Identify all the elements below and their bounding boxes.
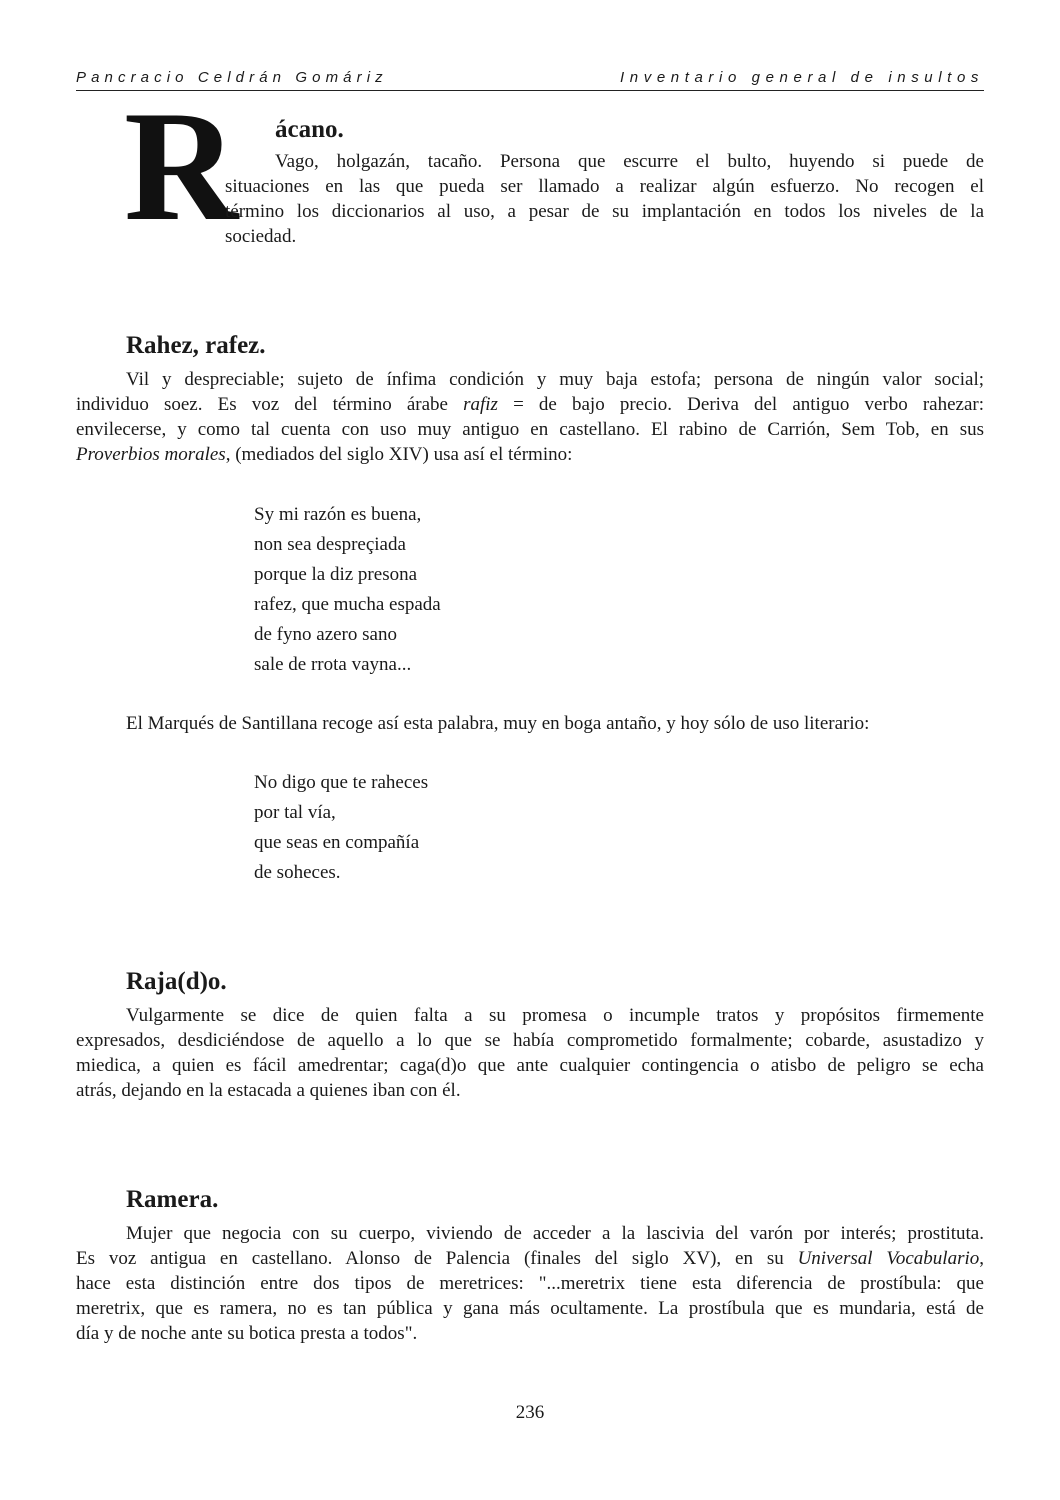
entry-title-racano: ácano. — [275, 116, 344, 143]
verse-line: No digo que te raheces — [254, 772, 429, 793]
body-line: El Marqués de Santillana recoge así esta palabra, muy en boga antaño, y hoy sólo de uso literario: — [126, 713, 870, 734]
italic-term: rafiz — [463, 394, 498, 415]
entry-title-rajado: Raja(d)o. — [126, 968, 227, 995]
body-line: sociedad. — [225, 226, 297, 247]
entry-title-ramera: Ramera. — [126, 1186, 219, 1213]
entry-body-ramera — [76, 1221, 984, 1346]
body-line: Mujer que negocia con su cuerpo, viviendo de acceder a la lascivia del varón por interés; prostituta. — [126, 1223, 984, 1244]
body-line: Vulgarmente se dice de quien falta a su promesa o incumple tratos y propósitos firmemente — [126, 1005, 984, 1026]
entry-body-racano — [225, 149, 984, 249]
body-line: situaciones en las que pueda ser llamado a realizar algún esfuerzo. No recogen el — [225, 176, 984, 197]
body-line: término los diccionarios al uso, a pesar de su implantación en todos los niveles de la — [225, 201, 984, 222]
verse-line: rafez, que mucha espada — [254, 594, 441, 615]
verse-quote-sem-tob — [254, 500, 441, 680]
body-line: día y de noche ante su botica presta a todos". — [76, 1323, 418, 1344]
body-line: envilecerse, y como tal cuenta con uso muy antiguo en castellano. El rabino de Carrión, Sem Tob, en sus — [76, 419, 984, 440]
verse-line: de fyno azero sano — [254, 624, 397, 645]
verse-line: porque la diz presona — [254, 564, 418, 585]
body-line: atrás, dejando en la estacada a quienes iban con él. — [76, 1080, 461, 1101]
verse-line: Sy mi razón es buena, — [254, 504, 422, 525]
drop-cap-letter: R — [124, 79, 239, 254]
entry-title-rahez: Rahez, rafez. — [126, 332, 266, 359]
body-line: individuo soez. Es voz del término árabe rafiz = de bajo precio. Deriva del antiguo verbo rahezar: — [76, 394, 985, 415]
body-line: Es voz antigua en castellano. Alonso de Palencia (finales del siglo XV), en su Universal Vocabulario, — [76, 1248, 984, 1269]
verse-line: que seas en compañía — [254, 832, 420, 853]
verse-quote-santillana — [254, 768, 428, 888]
header-author: Pancracio Celdrán Gomáriz — [76, 69, 388, 86]
verse-line: non sea despreçiada — [254, 534, 406, 555]
entry-body-rajado — [76, 1003, 984, 1103]
body-line: hace esta distinción entre dos tipos de meretrices: "...meretrix tiene esta diferencia de prostíbula: que — [76, 1273, 984, 1294]
header-book-title: Inventario general de insultos — [620, 69, 984, 86]
body-line: Vil y despreciable; sujeto de ínfima condición y muy baja estofa; persona de ningún valor social; — [126, 369, 984, 390]
entry-body-rahez — [76, 367, 984, 467]
verse-line: sale de rrota vayna... — [254, 654, 412, 675]
page-number: 236 — [515, 1402, 545, 1423]
body-line: meretrix, que es ramera, no es tan pública y gana más ocultamente. La prostíbula que es mundaria, está de — [76, 1298, 984, 1319]
body-line: expresados, desdiciéndose de aquello a lo que se había comprometido formalmente; cobarde, asustadizo y — [76, 1030, 984, 1051]
verse-line: por tal vía, — [254, 802, 336, 823]
body-line: Vago, holgazán, tacaño. Persona que escurre el bulto, huyendo si puede de — [275, 151, 984, 172]
entry-body-rahez-2 — [126, 711, 984, 736]
verse-line: de soheces. — [254, 862, 341, 883]
body-line: miedica, a quien es fácil amedrentar; caga(d)o que ante cualquier contingencia o atisbo de peligro se echa — [76, 1055, 984, 1076]
italic-work-title: Proverbios morales — [76, 444, 226, 465]
body-line: Proverbios morales, (mediados del siglo XIV) usa así el término: — [76, 444, 573, 465]
italic-work-title: Universal Vocabulario — [797, 1248, 980, 1269]
